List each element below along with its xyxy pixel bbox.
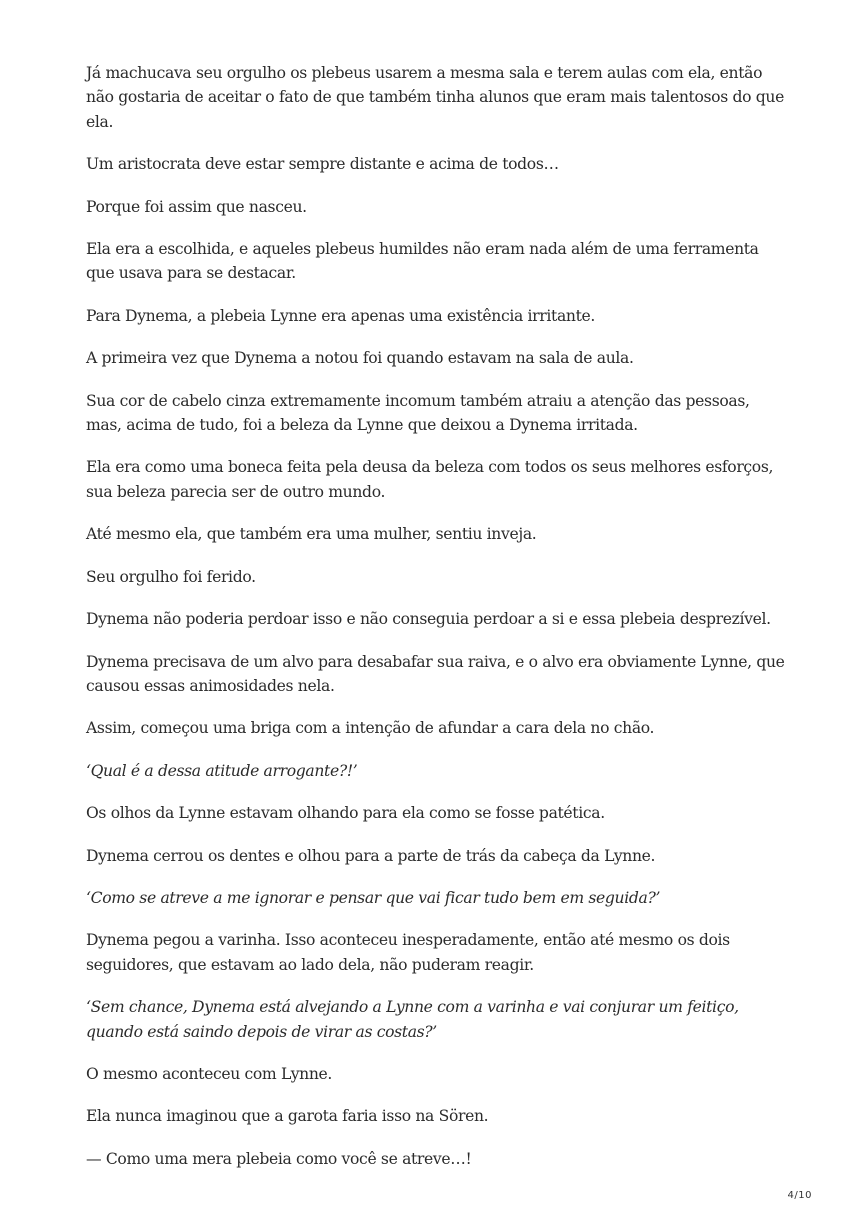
italic-thought: ‘Qual é a dessa atitude arrogante?!’	[86, 761, 358, 780]
paragraph: Dynema precisava de um alvo para desabafar sua raiva, e o alvo era obviamente Lynne, que causou essas animosidades nela.	[86, 652, 785, 695]
paragraph: Dynema pegou a varinha. Isso aconteceu inesperadamente, então até mesmo os dois seguidores, que estavam ao lado dela, não puderam reagir.	[86, 931, 730, 974]
paragraph: A primeira vez que Dynema a notou foi quando estavam na sala de aula.	[86, 349, 634, 368]
paragraph: Ela nunca imaginou que a garota faria isso na Sören.	[86, 1107, 489, 1126]
paragraph: Dynema cerrou os dentes e olhou para a parte de trás da cabeça da Lynne.	[86, 846, 656, 865]
paragraph: Dynema não poderia perdoar isso e não conseguia perdoar a si e essa plebeia desprezível.	[86, 610, 771, 629]
paragraph: Até mesmo ela, que também era uma mulher, sentiu inveja.	[86, 525, 537, 544]
page-number: 4/10	[787, 1190, 812, 1201]
dialogue-line: — Como uma mera plebeia como você se atreve…!	[86, 1149, 472, 1168]
paragraph: Porque foi assim que nasceu.	[86, 197, 307, 216]
paragraph: Ela era a escolhida, e aqueles plebeus humildes não eram nada além de uma ferramenta que usava para se destacar.	[86, 240, 759, 283]
italic-thought: ‘Sem chance, Dynema está alvejando a Lynne com a varinha e vai conjurar um feitiço, quando está saindo depois de virar as costas?’	[86, 998, 739, 1041]
paragraph: Seu orgulho foi ferido.	[86, 567, 256, 586]
paragraph: Os olhos da Lynne estavam olhando para ela como se fosse patética.	[86, 804, 605, 823]
body-text	[86, 61, 786, 1189]
paragraph: Assim, começou uma briga com a intenção de afundar a cara dela no chão.	[86, 719, 655, 738]
paragraph: Já machucava seu orgulho os plebeus usarem a mesma sala e terem aulas com ela, então não gostaria de aceitar o fato de que também tinha alunos que eram mais talentosos do que ela.	[86, 64, 784, 131]
paragraph: Um aristocrata deve estar sempre distante e acima de todos…	[86, 155, 559, 174]
paragraph: Ela era como uma boneca feita pela deusa da beleza com todos os seus melhores esforços, sua beleza parecia ser de outro mundo.	[86, 458, 774, 501]
paragraph: Para Dynema, a plebeia Lynne era apenas uma existência irritante.	[86, 306, 595, 325]
paragraph: O mesmo aconteceu com Lynne.	[86, 1064, 333, 1083]
paragraph: Sua cor de cabelo cinza extremamente incomum também atraiu a atenção das pessoas, mas, acima de tudo, foi a beleza da Lynne que deixou a Dynema irritada.	[86, 391, 750, 435]
italic-thought: ‘Como se atreve a me ignorar e pensar que vai ficar tudo bem em seguida?’	[86, 888, 661, 907]
